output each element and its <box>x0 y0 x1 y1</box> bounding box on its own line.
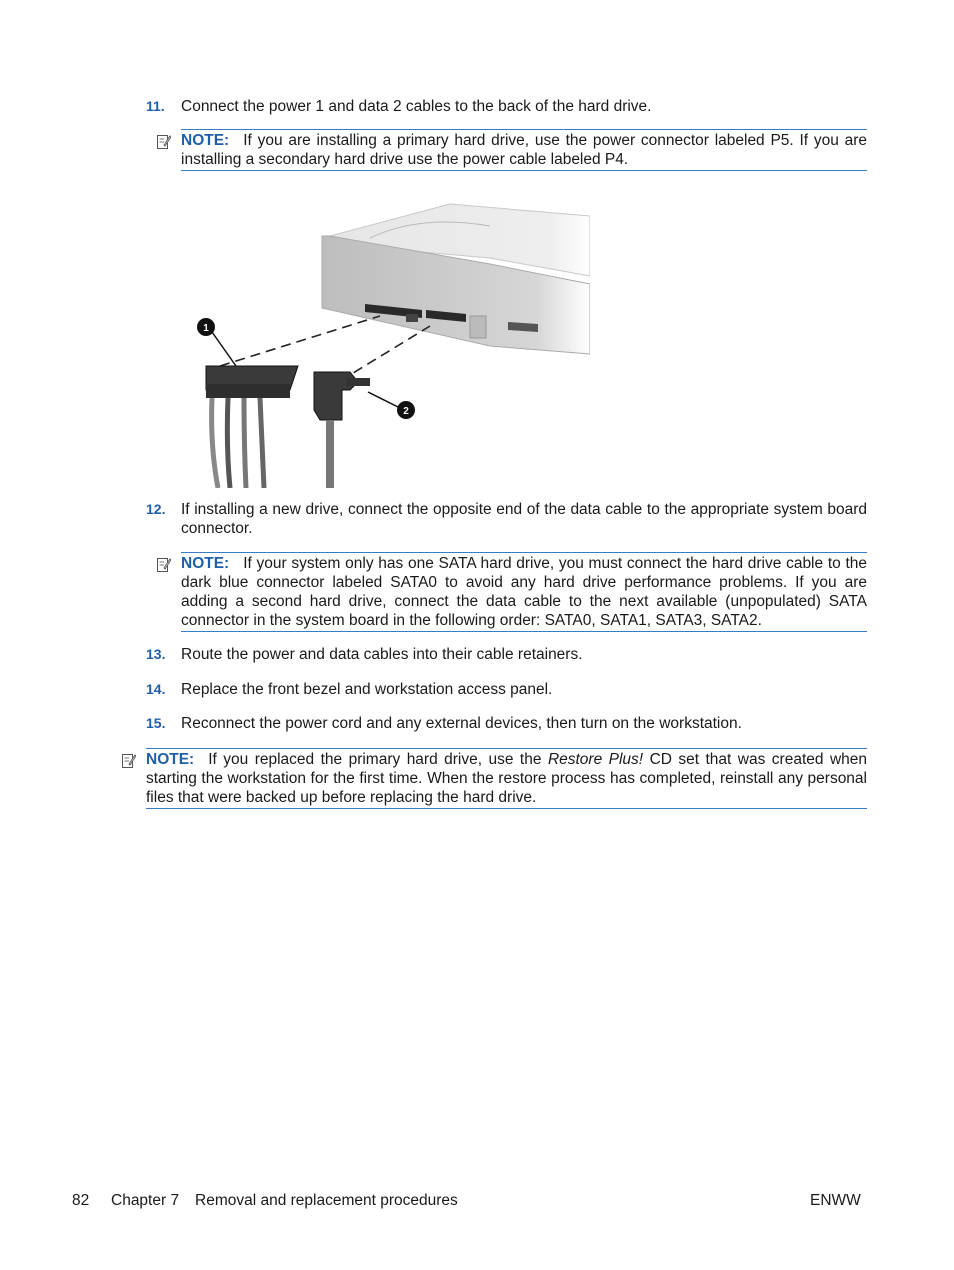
step-number: 14. <box>146 681 166 697</box>
note-pencil-icon <box>157 134 171 149</box>
note-text: If you are installing a primary hard drive, use the power connector labeled P5. If you are installing a secondary hard drive use the power cable labeled P4. <box>181 132 867 168</box>
note-text: CD set that was created when starting the workstation for the first time. When the restore process has completed, reinstall any personal files that were backed up before replacing the hard drive. <box>146 751 867 806</box>
note-label: NOTE: <box>181 132 230 149</box>
footer-doc-id: ENWW <box>810 1192 861 1209</box>
step-text: Connect the power 1 and data 2 cables to the back of the hard drive. <box>181 98 652 115</box>
step-number: 12. <box>146 501 166 517</box>
note-italic-title: Restore Plus! <box>547 751 644 768</box>
step-text: Route the power and data cables into their cable retainers. <box>181 646 583 663</box>
step-text: If installing a new drive, connect the opposite end of the data cable to the appropriate system board connector. <box>181 501 867 537</box>
page-number: 82 <box>72 1192 90 1209</box>
note-label: NOTE: <box>146 751 195 768</box>
footer-chapter: Chapter 7 <box>111 1192 180 1209</box>
footer-chapter-title: Removal and replacement procedures <box>195 1192 458 1209</box>
note-box <box>181 129 867 171</box>
step-text: Reconnect the power cord and any external devices, then turn on the workstation. <box>181 715 742 732</box>
note-text: If you replaced the primary hard drive, use the <box>208 751 542 768</box>
note-pencil-icon <box>122 753 136 768</box>
note-pencil-icon <box>157 557 171 572</box>
step-number: 15. <box>146 715 166 731</box>
callout-2-label: 2 <box>403 406 409 417</box>
note-box <box>181 552 867 632</box>
step-number: 13. <box>146 646 166 662</box>
step-number: 11. <box>146 98 165 114</box>
note-text: If your system only has one SATA hard drive, you must connect the hard drive cable to the dark blue connector labeled SATA0 to avoid any hard drive performance problems. If you are adding a second hard drive, connect the data cable to the next available (unpopulated) SATA connector in the system board in the following order: SATA0, SATA1, SATA3, SATA2. <box>181 555 867 629</box>
note-box <box>146 748 867 809</box>
step-text: Replace the front bezel and workstation access panel. <box>181 681 553 698</box>
callout-1-label: 1 <box>203 323 209 334</box>
note-label: NOTE: <box>181 555 230 572</box>
hard-drive-cable-figure <box>190 196 590 488</box>
